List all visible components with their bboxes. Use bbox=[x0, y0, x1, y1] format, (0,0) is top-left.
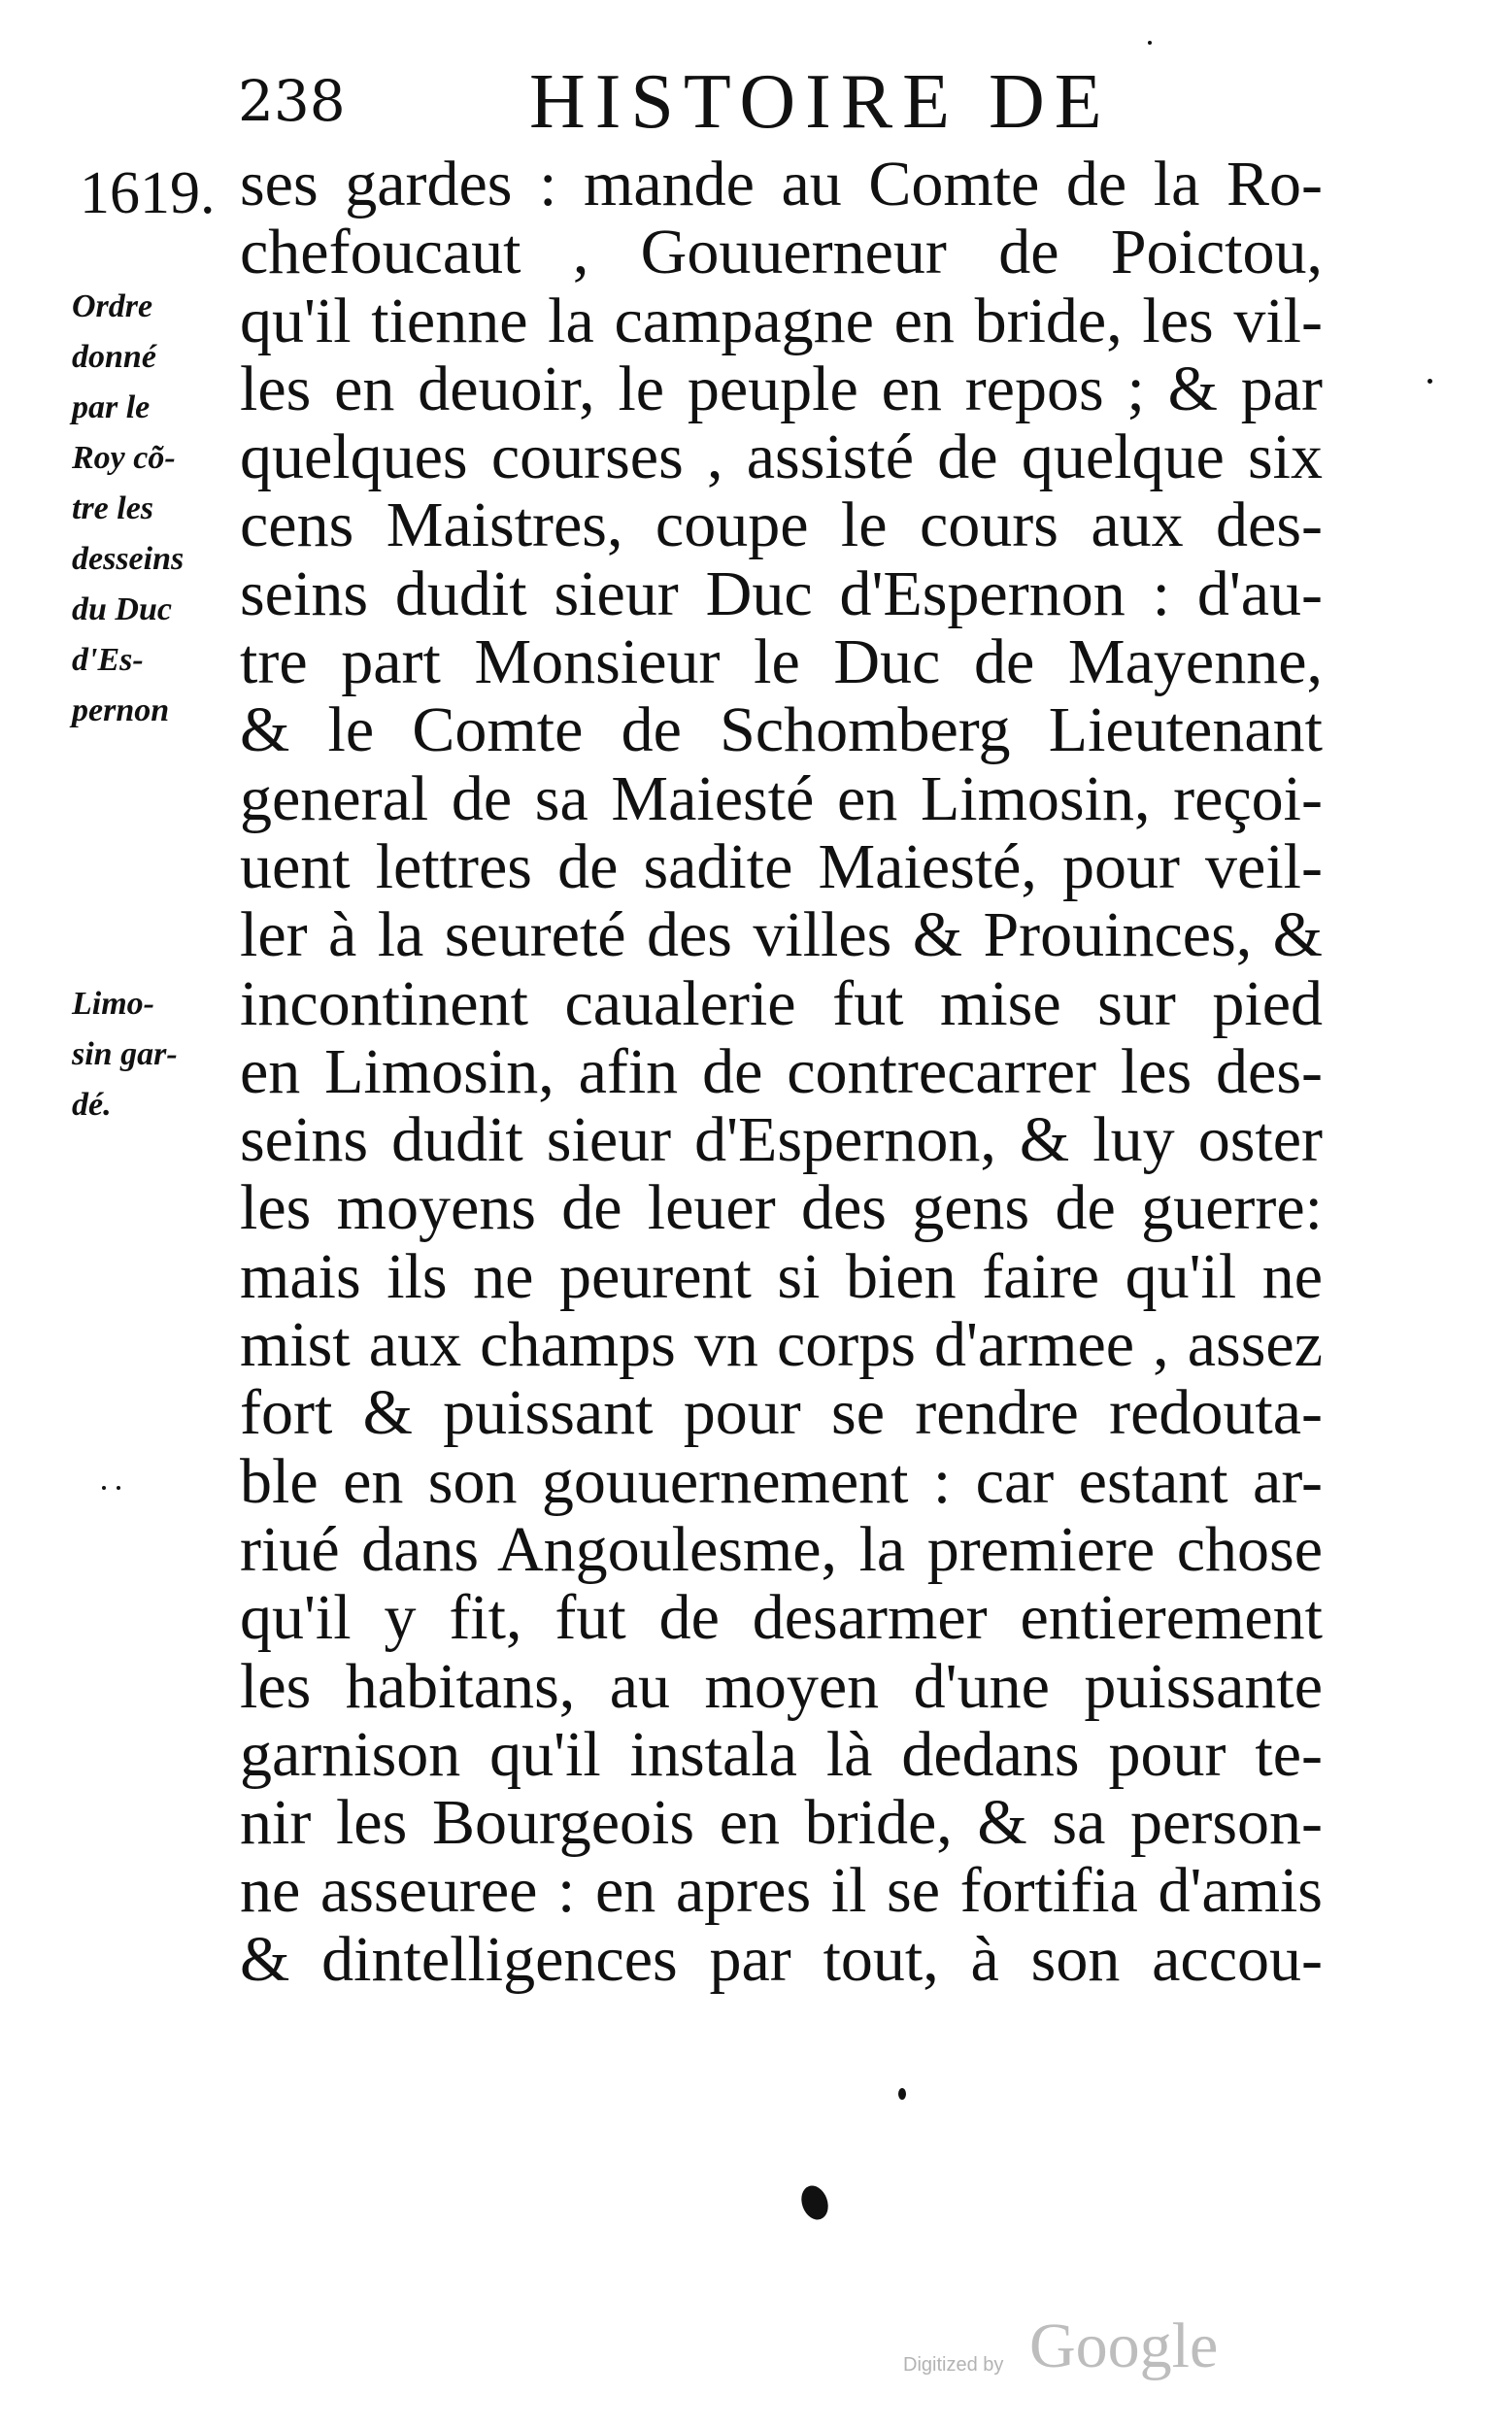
margin-note-line: Ordre bbox=[72, 288, 153, 324]
margin-note-line: Limo- bbox=[72, 986, 154, 1022]
text-line: garnison qu'il instala là dedans pour te- bbox=[240, 1718, 1323, 1790]
running-header bbox=[238, 58, 1112, 146]
text-line: tre part Monsieur le Duc de Mayenne, bbox=[240, 626, 1323, 698]
margin-note-line: sin gar- bbox=[72, 1036, 178, 1072]
margin-note-line: d'Es- bbox=[72, 642, 144, 678]
text-line: mais ils ne peurent si bien faire qu'il ne bbox=[240, 1240, 1323, 1312]
text-line: chefoucaut , Gouuerneur de Poictou, bbox=[240, 217, 1323, 288]
ink-speck bbox=[1428, 379, 1432, 384]
text-line: seins dudit sieur d'Espernon, & luy oster bbox=[240, 1104, 1323, 1176]
text-line: quelques courses , assisté de quelque six bbox=[240, 422, 1323, 493]
margin-note-line: donné bbox=[72, 339, 156, 375]
text-line: ne asseuree : en apres il se fortifia d'amis bbox=[240, 1855, 1323, 1927]
text-line: les habitans, au moyen d'une puissante bbox=[240, 1650, 1323, 1722]
ink-speck bbox=[1148, 41, 1152, 45]
ink-speck bbox=[117, 1486, 120, 1490]
digitized-watermark bbox=[903, 2310, 1292, 2397]
text-line: riué dans Angoulesme, la premiere chose bbox=[240, 1513, 1323, 1585]
body-text bbox=[240, 151, 1323, 1994]
running-title: HISTOIRE DE bbox=[529, 59, 1112, 145]
margin-year: 1619. bbox=[80, 160, 216, 226]
margin-note-limosin bbox=[72, 979, 237, 1130]
ink-speck bbox=[898, 2088, 906, 2100]
margin-note-line: desseins bbox=[72, 541, 185, 577]
text-line: qu'il y fit, fut de desarmer entierement bbox=[240, 1582, 1323, 1654]
margin-note-line: Roy cõ- bbox=[72, 440, 176, 476]
margin-note-line: pernon bbox=[72, 692, 170, 728]
margin-note-ordre bbox=[72, 282, 237, 736]
text-line: mist aux champs vn corps d'armee , assez bbox=[240, 1309, 1323, 1381]
text-line: fort & puissant pour se rendre redouta- bbox=[240, 1377, 1323, 1449]
text-line: cens Maistres, coupe le cours aux des- bbox=[240, 489, 1323, 561]
text-line: qu'il tienne la campagne en bride, les vil- bbox=[240, 285, 1323, 356]
text-line: incontinent caualerie fut mise sur pied bbox=[240, 967, 1323, 1039]
text-line: les moyens de leuer des gens de guerre: bbox=[240, 1172, 1323, 1244]
text-line: seins dudit sieur Duc d'Espernon : d'au- bbox=[240, 557, 1323, 629]
margin-note-line: tre les bbox=[72, 490, 154, 526]
text-line: ble en son gouuernement : car estant ar- bbox=[240, 1445, 1323, 1517]
text-line: & le Comte de Schomberg Lieutenant bbox=[240, 694, 1323, 766]
margin-note-line: du Duc bbox=[72, 591, 172, 627]
margin-note-line: dé. bbox=[72, 1087, 112, 1123]
text-line: en Limosin, afin de contrecarrer les des- bbox=[240, 1035, 1323, 1107]
text-line: les en deuoir, le peuple en repos ; & par bbox=[240, 353, 1323, 424]
text-line: uent lettres de sadite Maiesté, pour veil- bbox=[240, 830, 1323, 902]
text-line: nir les Bourgeois en bride, & sa person- bbox=[240, 1787, 1323, 1859]
ink-speck bbox=[102, 1486, 106, 1490]
text-line: ses gardes : mande au Comte de la Ro- bbox=[240, 149, 1323, 219]
watermark-brand: Google bbox=[1029, 2310, 1219, 2381]
ink-speck bbox=[797, 2182, 833, 2224]
margin-note-line: par le bbox=[72, 389, 151, 425]
text-line: ler à la seureté des villes & Prouinces, & bbox=[240, 899, 1323, 971]
page-number: 238 bbox=[238, 68, 346, 134]
text-line: & dintelligences par tout, à son accou- bbox=[240, 1923, 1323, 1995]
watermark-prefix: Digitized by bbox=[903, 2354, 1004, 2376]
text-line: general de sa Maiesté en Limosin, reçoi- bbox=[240, 762, 1323, 834]
